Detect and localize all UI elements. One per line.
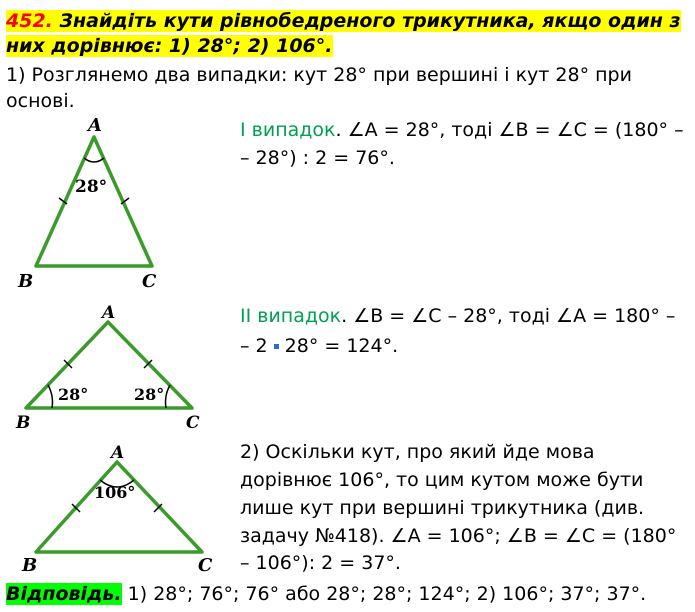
part2-line4: задачу №418). ∠A = 106°; ∠B = ∠C = (180° bbox=[240, 525, 677, 547]
vertex-c-label: C bbox=[142, 271, 157, 292]
angle-a-label: 106° bbox=[94, 483, 136, 502]
case2-line2 bbox=[240, 334, 398, 359]
case1-text1: . ∠A = 28°, тоді ∠B = ∠C = (180° – bbox=[335, 119, 684, 141]
case1-label: І випадок bbox=[240, 119, 336, 141]
case2-line1 bbox=[240, 304, 675, 329]
part2-line3: лише кут при вершині трикутника (див. bbox=[240, 497, 645, 519]
triangle-1-shape bbox=[36, 137, 152, 266]
problem-title-text1: Знайдіть кути рівнобедреного трикутника, якщо один з bbox=[59, 10, 681, 32]
triangle-figure-2 bbox=[10, 300, 230, 440]
case2-text2b: 28° = 124°. bbox=[284, 335, 399, 357]
part2-line2: дорівнює 106°, то цим кутом може бути bbox=[240, 469, 644, 491]
triangle-2-shape bbox=[26, 322, 192, 408]
vertex-a-label: A bbox=[102, 303, 116, 323]
vertex-a-label: A bbox=[111, 443, 125, 463]
case2-text2a: – 2 bbox=[240, 335, 268, 357]
answer-line bbox=[6, 582, 646, 607]
problem-number: 452. bbox=[6, 10, 53, 32]
answer-label: Відповідь. bbox=[6, 583, 122, 605]
part2-line1: 2) Оскільки кут, про який йде мова bbox=[240, 441, 595, 463]
angle-arc-a bbox=[84, 158, 104, 162]
problem-title-text2: них дорівнює: 1) 28°; 2) 106°. bbox=[6, 35, 333, 57]
case2-text1: . ∠B = ∠C – 28°, тоді ∠A = 180° – bbox=[341, 305, 676, 327]
problem-title-line2 bbox=[6, 34, 333, 59]
angle-b-label: 28° bbox=[58, 385, 89, 404]
multiply-dot-icon bbox=[274, 344, 279, 349]
vertex-b-label: B bbox=[18, 271, 34, 292]
vertex-a-label: A bbox=[88, 115, 102, 136]
vertex-c-label: C bbox=[186, 413, 200, 433]
problem-title-line1 bbox=[6, 9, 681, 34]
answer-text: 1) 28°; 76°; 76° або 28°; 28°; 124°; 2) 106°; 37°; 37°. bbox=[121, 583, 647, 605]
part2-line5: – 106°): 2 = 37°. bbox=[240, 552, 401, 574]
vertex-c-label: C bbox=[198, 555, 213, 575]
intro-line1: 1) Розглянемо два випадки: кут 28° при вершині і кут 28° при bbox=[6, 64, 632, 86]
angle-c-label: 28° bbox=[134, 385, 165, 404]
vertex-b-label: B bbox=[16, 413, 31, 433]
vertex-b-label: B bbox=[22, 555, 38, 575]
angle-arc-b bbox=[48, 385, 53, 408]
triangle-3-shape bbox=[36, 462, 202, 552]
triangle-figure-1 bbox=[14, 112, 214, 297]
case1-line1 bbox=[240, 118, 684, 143]
case2-label: ІІ випадок bbox=[240, 305, 342, 327]
intro-line2: основі. bbox=[6, 90, 75, 112]
angle-a-label: 28° bbox=[75, 177, 108, 197]
angle-arc-c bbox=[166, 385, 171, 408]
triangle-figure-3 bbox=[10, 440, 230, 575]
case1-line2: – 28°) : 2 = 76°. bbox=[240, 147, 395, 169]
